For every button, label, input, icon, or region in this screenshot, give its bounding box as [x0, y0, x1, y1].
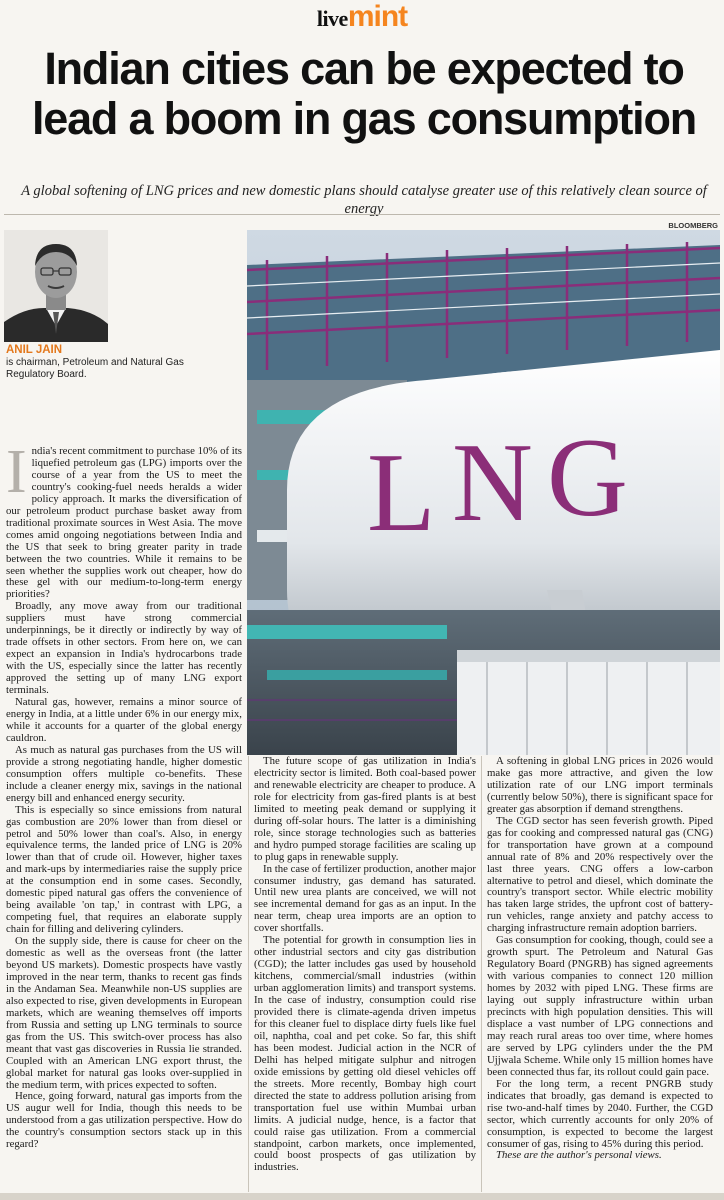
- author-bio: is chairman, Petroleum and Natural Gas Regulatory Board.: [6, 357, 184, 380]
- masthead-logo: [0, 2, 724, 37]
- photo-credit: BLOOMBERG: [668, 221, 718, 230]
- standfirst: A global softening of LNG prices and new domestic plans should catalyse greater use of this relatively clean source of energy: [21, 183, 707, 217]
- tank-letter-l: L: [367, 431, 436, 555]
- paragraph: Broadly, any move away from our traditional suppliers must have strong commercial underpinnings, be it directly or indirectly by way of trade offsets in other sectors. From here on, we can expect an expansion in India's hydrocarbons trade with the US, especially since the latter has recently approved the setting up of many LNG export terminals.: [6, 600, 242, 697]
- paragraph: Gas consumption for cooking, though, could see a growth spurt. The Petroleum and Natural Gas Regulatory Board (PNGRB) has signed agreements with various companies to connect 120 million homes by 2032 with piped LNG. These firms are laying out supply infrastructure within urban precincts with high population densities. This will displace a vast number of LPG connections and may reach rural areas too over time, where homes are served by LPG cylinders under the the PM Ujjwala Scheme. While only 15 million homes have been connected thus far, its rollout could gain pace.: [487, 934, 713, 1078]
- tank-letter-g: G: [547, 416, 628, 540]
- paragraph: In the case of fertilizer production, another major consumer industry, gas demand has saturated. Until new urea plants are conceived, we will not see incremental demand for gas as an input. In the near term, cheap urea imports are an option to cover shortfalls.: [254, 862, 476, 935]
- article-column-3: [487, 756, 713, 1192]
- author-photo: [4, 230, 108, 342]
- author-disclaimer: These are the author's personal views.: [496, 1149, 662, 1162]
- paragraph: Natural gas, however, remains a minor source of energy in India, at a little under 6% in our energy mix, while it accounts for a quarter of the global energy cauldron.: [6, 696, 242, 744]
- paragraph: For the long term, a recent PNGRB study indicates that broadly, gas demand is expected to rise two-and-half times by 2040. Further, the CGD sector, which currently accounts for only 20% of consumption, is expected to become the largest consumer of gas, rising to 45% during this period.: [487, 1077, 713, 1150]
- column-divider: [248, 756, 249, 1192]
- paragraph: This is especially so since emissions from natural gas combustion are 20% lower than from diesel or petrol and 50% lower than coal's. Also, in energy equivalence terms, the landed price of LNG is 20% lower than that of crude oil. However, higher taxes and mark-ups by intermediaries raise the supply price at the consumption end in some cases. Secondly, domestic piped natural gas offers the convenience of being available 'on tap,' in contrast with LPG, a competing fuel, that requires an elaborate supply chain for filling and delivering cylinders.: [6, 803, 242, 936]
- column-divider: [481, 756, 482, 1192]
- masthead-mint: mint: [347, 0, 408, 33]
- lng-tanks-photo: [247, 230, 720, 755]
- author-name: ANIL JAIN: [6, 344, 63, 356]
- paragraph: On the supply side, there is cause for cheer on the domestic as well as the overseas front (the latter beyond US markets). Domestic prospects have vastly improved in the near term, thanks to recent gas finds in the Andaman Sea. Meanwhile non-US supplies are also expected to rise, given developments in European markets, which are weaning themselves off imports from Russia and setting up LNG terminals to source gas from the US. This switch-over process has also meant that vast gas discoveries in Russia lie stranded. Coupled with an American LNG export thrust, the global market for natural gas looks over-supplied in the medium term, with prices expected to soften.: [6, 935, 242, 1091]
- drop-cap: I: [6, 446, 27, 506]
- paragraph: The CGD sector has seen feverish growth. Piped gas for cooking and compressed natural gas (CNG) for transportation have grown at a compound annual rate of 8% and 20% respectively over the last three years. CNG offers a low-carbon alternative to petrol and diesel, which dominate the country's transport sector. While electric mobility has taken large strides, the upfront cost of battery-run vehicles, range anxiety and patchy access to charging infrastructure remain adoption barriers.: [487, 814, 713, 935]
- paragraph: A softening in global LNG prices in 2026 would make gas more attractive, and given the low utilization rate of our LNG import terminals (currently below 50%), there is significant space for greater gas absorption if demand strengthens.: [487, 756, 713, 815]
- paragraph: Hence, going forward, natural gas imports from the US augur well for India, though this needs to be understood from a gas utilization perspective. How do the country's consumption sectors stack up in this regard?: [6, 1090, 242, 1151]
- article-column-2: [254, 756, 476, 1192]
- paragraph: As much as natural gas purchases from the US will provide a strong negotiating handle, higher domestic consumption offers multiple co-benefits. These include a cleaner energy mix, savings in the national energy bill and enhanced energy security.: [6, 743, 242, 804]
- headline: Indian cities can be expected to lead a boom in gas consumption: [31, 43, 697, 144]
- header-rule: [4, 214, 720, 215]
- paragraph-1: India's recent commitment to purchase 10% of its liquefied petroleum gas (LPG) imports over the course of a year from the US to meet the country's cooking-fuel needs heralds a wider policy approach. It marks the diversification of our petroleum product purchase basket away from traditional proximate sources in West Asia. The move comes amid ongoing negotiations between India and the US that seek to bring greater parity in trade between the two countries. While it remains to be seen whether the supplies work out cheaper, how do these gel with our medium-to-long-term energy priorities?: [6, 446, 242, 601]
- masthead-live: live: [316, 6, 348, 31]
- article-column-1: [6, 446, 242, 1192]
- page-bottom-band: [0, 1193, 724, 1200]
- paragraph: The potential for growth in consumption lies in other industrial sectors and city gas distribution (CGD); the latter includes gas used by household kitchens, commercial/small industries (within urban agglomeration limits) and transport systems. In the case of industry, consumption could rise provided there is climate-agenda driven impetus for this cleaner fuel to displace dirty fuels like fuel oil, naphtha, coal and pet coke. So far, this shift has been modest. Judicial action in the NCR of Delhi has helped mitigate sulphur and nitrogen oxide emissions by getting old diesel vehicles off the streets. More recently, Bombay high court directed the state to address pollution arising from transportation fuel use within Mumbai urban limits. A judicial nudge, hence, is a factor that could raise gas utilization. From a commercial standpoint, carbon markets, once implemented, could boost prospects of gas utilization by industries.: [254, 934, 476, 1174]
- paragraph: The future scope of gas utilization in India's electricity sector is limited. Both coal-based power and renewable electricity are cheaper to produce. A role for electricity from gas-fired plants is at best limited to meeting peak demand or supplying it during off-solar hours. The latter is a diminishing role, since storage technologies such as batteries and hydro pumped storage facilities are scaling up to plug gaps in renewable supply.: [254, 756, 476, 863]
- tank-letter-n: N: [452, 421, 533, 545]
